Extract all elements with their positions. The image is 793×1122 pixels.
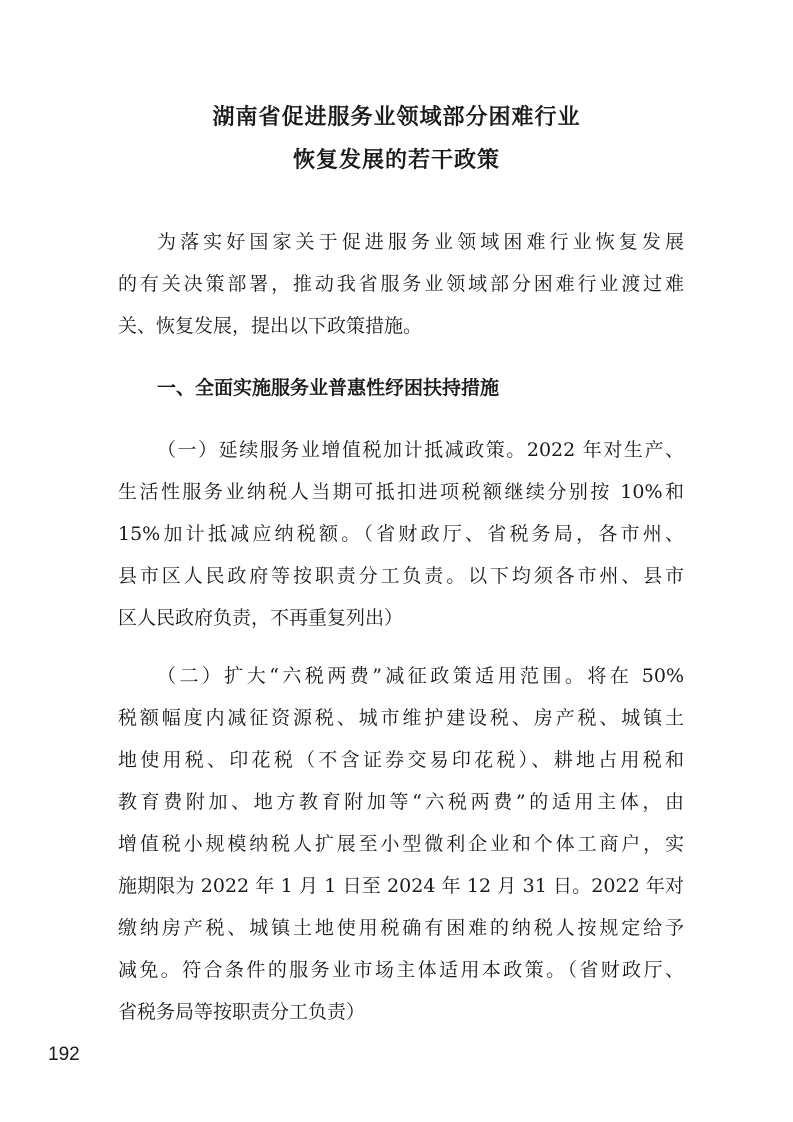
item2-line-2: 税额幅度内减征资源税、城市维护建设税、房产税、城镇土: [118, 707, 684, 729]
item2-line-1: （二）扩大“六税两费”减征政策适用范围。将在 50%: [157, 665, 684, 687]
intro-line-2: 的有关决策部署，推动我省服务业领域部分困难行业渡过难: [118, 273, 684, 295]
item1-line-3: 15%加计抵减应纳税额。（省财政厅、省税务局，各市州、: [118, 523, 684, 545]
page-number: 192: [48, 1044, 80, 1065]
item1-line-5: 区人民政府负责，不再重复列出）: [118, 607, 404, 629]
item1-line-2: 生活性服务业纳税人当期可抵扣进项税额继续分别按 10%和: [118, 481, 684, 503]
title-line-2: 恢复发展的若干政策: [292, 148, 500, 173]
section-heading-1: 一、全面实施服务业普惠性纾困扶持措施: [157, 377, 500, 399]
intro-line-3: 关、恢复发展，提出以下政策措施。: [118, 315, 423, 337]
item2-line-6: 施期限为 2022 年 1 月 1 日至 2024 年 12 月 31 日。2022 年对: [118, 875, 684, 897]
item1-line-4: 县市区人民政府等按职责分工负责。以下均须各市州、县市: [118, 565, 684, 587]
item1-line-1: （一）延续服务业增值税加计抵减政策。2022 年对生产、: [157, 439, 684, 461]
intro-line-1: 为落实好国家关于促进服务业领域困难行业恢复发展: [157, 231, 684, 253]
item2-line-3: 地使用税、印花税（不含证券交易印花税）、耕地占用税和: [118, 749, 684, 771]
title-line-1: 湖南省促进服务业领域部分困难行业: [212, 105, 581, 130]
item2-line-9: 省税务局等按职责分工负责）: [118, 1001, 366, 1023]
item2-line-4: 教育费附加、地方教育附加等“六税两费”的适用主体，由: [118, 791, 684, 813]
item2-line-5: 增值税小规模纳税人扩展至小型微利企业和个体工商户，实: [118, 833, 684, 855]
item2-line-8: 减免。符合条件的服务业市场主体适用本政策。（省财政厅、: [118, 959, 684, 981]
item2-line-7: 缴纳房产税、城镇土地使用税确有困难的纳税人按规定给予: [118, 917, 684, 939]
